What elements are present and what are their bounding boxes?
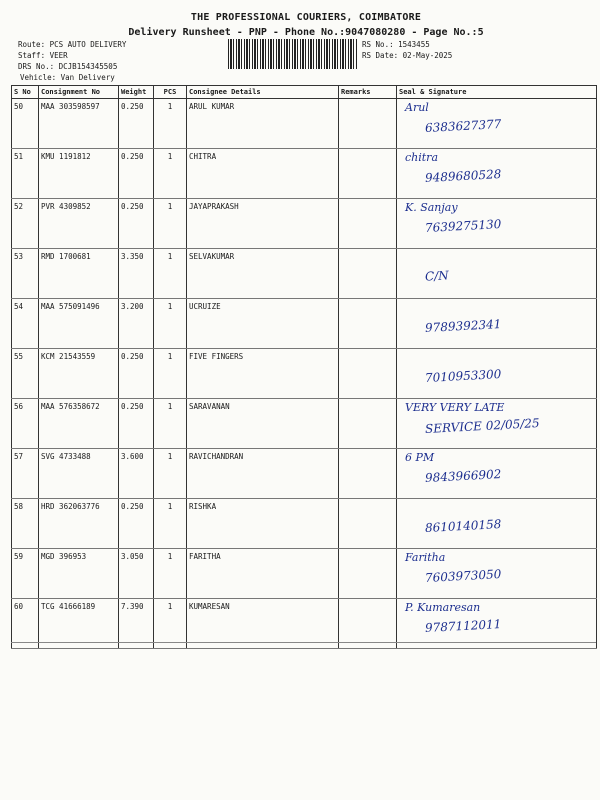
column-header-weight: Weight xyxy=(119,86,154,99)
rs-number-field: RS No.: 1543455 xyxy=(362,40,430,49)
cell-consignment-no: MGD 396953 xyxy=(39,549,119,599)
cell-pcs: 1 xyxy=(154,449,187,499)
table-row xyxy=(12,349,597,399)
handwritten-phone: 9489680528 xyxy=(424,167,502,185)
cell-consignment-no: RMD 1700681 xyxy=(39,249,119,299)
cell-sno: 58 xyxy=(12,499,39,549)
cell-consignee: KUMARESAN xyxy=(187,599,339,649)
cell-consignee: UCRUIZE xyxy=(187,299,339,349)
cell-sno: 59 xyxy=(12,549,39,599)
cell-remarks xyxy=(339,399,397,449)
table-row xyxy=(12,599,597,649)
cell-weight: 0.250 xyxy=(119,149,154,199)
cell-consignee: FIVE FINGERS xyxy=(187,349,339,399)
cell-pcs: 1 xyxy=(154,99,187,149)
cell-consignee: SARAVANAN xyxy=(187,399,339,449)
column-header-sno: S No xyxy=(12,86,39,99)
cell-remarks xyxy=(339,349,397,399)
cell-sno: 52 xyxy=(12,199,39,249)
column-header-signature: Seal & Signature xyxy=(397,86,597,99)
cell-remarks xyxy=(339,149,397,199)
table-row xyxy=(12,499,597,549)
table-row xyxy=(12,549,597,599)
drs-field: DRS No.: DCJB154345505 xyxy=(18,62,118,71)
cell-remarks xyxy=(339,199,397,249)
handwritten-phone: C/N xyxy=(424,268,450,284)
cell-sno: 57 xyxy=(12,449,39,499)
cell-consignee: FARITHA xyxy=(187,549,339,599)
handwritten-phone: 7603973050 xyxy=(424,567,502,585)
cell-signature xyxy=(397,399,597,449)
cell-weight: 0.250 xyxy=(119,499,154,549)
cell-signature xyxy=(397,599,597,649)
cell-weight: 7.390 xyxy=(119,599,154,649)
cell-weight: 3.200 xyxy=(119,299,154,349)
handwritten-phone: 9843966902 xyxy=(424,467,502,485)
cell-remarks xyxy=(339,499,397,549)
table-row xyxy=(12,199,597,249)
handwritten-phone: SERVICE 02/05/25 xyxy=(424,416,540,436)
cell-consignee: JAYAPRAKASH xyxy=(187,199,339,249)
handwritten-phone: 8610140158 xyxy=(424,517,502,535)
cell-sno: 54 xyxy=(12,299,39,349)
cell-signature xyxy=(397,349,597,399)
handwritten-signature: K. Sanjay xyxy=(405,201,458,214)
handwritten-signature: VERY VERY LATE xyxy=(405,401,505,414)
handwritten-phone: 9787112011 xyxy=(424,617,502,635)
cell-signature xyxy=(397,499,597,549)
column-header-consignee: Consignee Details xyxy=(187,86,339,99)
cell-remarks xyxy=(339,449,397,499)
barcode-image xyxy=(228,39,358,69)
runsheet-meta-right xyxy=(362,39,452,61)
table-row xyxy=(12,99,597,149)
cell-remarks xyxy=(339,249,397,299)
cell-consignment-no: KMU 1191812 xyxy=(39,149,119,199)
column-header-pcs: PCS xyxy=(154,86,187,99)
column-header-remarks: Remarks xyxy=(339,86,397,99)
table-row xyxy=(12,149,597,199)
cell-sno: 56 xyxy=(12,399,39,449)
cell-remarks xyxy=(339,299,397,349)
cell-pcs: 1 xyxy=(154,349,187,399)
cell-sno: 53 xyxy=(12,249,39,299)
cell-remarks xyxy=(339,99,397,149)
handwritten-phone: 7010953300 xyxy=(424,367,502,385)
cell-remarks xyxy=(339,549,397,599)
footer-divider xyxy=(11,642,596,643)
cell-weight: 3.350 xyxy=(119,249,154,299)
cell-sno: 60 xyxy=(12,599,39,649)
cell-consignee: SELVAKUMAR xyxy=(187,249,339,299)
handwritten-signature: P. Kumaresan xyxy=(405,601,481,614)
cell-consignee: RISHKA xyxy=(187,499,339,549)
cell-weight: 0.250 xyxy=(119,349,154,399)
cell-consignment-no: PVR 4309852 xyxy=(39,199,119,249)
cell-signature xyxy=(397,149,597,199)
cell-weight: 3.600 xyxy=(119,449,154,499)
staff-field: Staff: VEER xyxy=(18,51,68,60)
handwritten-phone: 9789392341 xyxy=(424,317,502,335)
cell-sno: 50 xyxy=(12,99,39,149)
runsheet-meta-left xyxy=(18,39,126,83)
vehicle-field: Vehicle: Van Delivery xyxy=(20,73,115,82)
cell-consignment-no: MAA 576358672 xyxy=(39,399,119,449)
cell-consignment-no: MAA 575091496 xyxy=(39,299,119,349)
cell-pcs: 1 xyxy=(154,149,187,199)
table-header-row xyxy=(12,86,597,99)
table-row xyxy=(12,449,597,499)
cell-signature xyxy=(397,249,597,299)
cell-weight: 0.250 xyxy=(119,399,154,449)
cell-consignment-no: HRD 362063776 xyxy=(39,499,119,549)
handwritten-signature: 6 PM xyxy=(405,451,435,464)
cell-signature xyxy=(397,299,597,349)
cell-weight: 0.250 xyxy=(119,99,154,149)
table-row xyxy=(12,249,597,299)
cell-weight: 0.250 xyxy=(119,199,154,249)
handwritten-phone: 7639275130 xyxy=(424,217,502,235)
company-title: THE PROFESSIONAL COURIERS, COIMBATORE xyxy=(190,12,422,23)
cell-pcs: 1 xyxy=(154,599,187,649)
runsheet-subtitle: Delivery Runsheet - PNP - Phone No.:9047080280 - Page No.:5 xyxy=(128,27,484,38)
cell-remarks xyxy=(339,599,397,649)
column-header-consignment: Consignment No xyxy=(39,86,119,99)
cell-consignment-no: MAA 303598597 xyxy=(39,99,119,149)
cell-pcs: 1 xyxy=(154,299,187,349)
table-row xyxy=(12,299,597,349)
cell-sno: 51 xyxy=(12,149,39,199)
runsheet-table xyxy=(11,85,597,649)
cell-weight: 3.050 xyxy=(119,549,154,599)
cell-sno: 55 xyxy=(12,349,39,399)
cell-signature xyxy=(397,99,597,149)
handwritten-signature: chitra xyxy=(405,151,438,164)
cell-consignee: CHITRA xyxy=(187,149,339,199)
cell-pcs: 1 xyxy=(154,499,187,549)
cell-consignee: RAVICHANDRAN xyxy=(187,449,339,499)
handwritten-signature: Arul xyxy=(405,101,429,114)
cell-pcs: 1 xyxy=(154,549,187,599)
cell-consignee: ARUL KUMAR xyxy=(187,99,339,149)
table-row xyxy=(12,399,597,449)
cell-consignment-no: TCG 41666189 xyxy=(39,599,119,649)
rs-date-field: RS Date: 02-May-2025 xyxy=(362,51,453,60)
cell-pcs: 1 xyxy=(154,249,187,299)
route-field: Route: PCS AUTO DELIVERY xyxy=(18,40,127,49)
handwritten-phone: 6383627377 xyxy=(424,117,502,135)
cell-consignment-no: KCM 21543559 xyxy=(39,349,119,399)
cell-consignment-no: SVG 4733488 xyxy=(39,449,119,499)
handwritten-signature: Faritha xyxy=(405,551,446,564)
cell-pcs: 1 xyxy=(154,399,187,449)
cell-pcs: 1 xyxy=(154,199,187,249)
cell-signature xyxy=(397,449,597,499)
cell-signature xyxy=(397,199,597,249)
cell-signature xyxy=(397,549,597,599)
